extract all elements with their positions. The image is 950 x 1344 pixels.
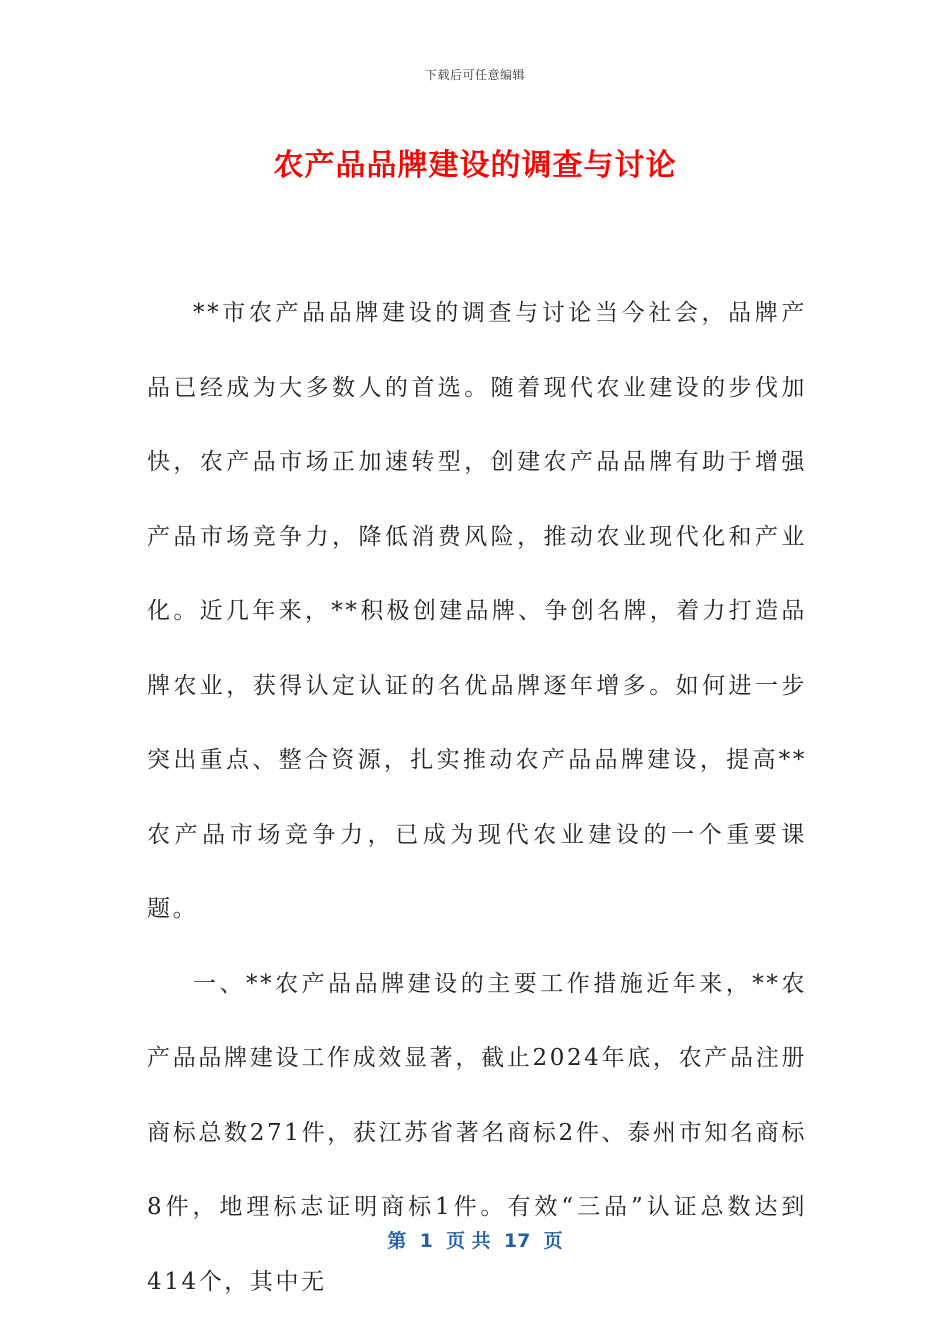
header-note: 下载后可任意编辑 [424,68,525,82]
document-body [147,276,807,1319]
document-title: 农产品品牌建设的调查与讨论 [273,148,677,183]
paragraph-intro: **市农产品品牌建设的调查与讨论当今社会，品牌产品已经成为大多数人的首选。随着现代农业建设的步伐加快，农产品市场正加速转型，创建农产品品牌有助于增强产品市场竞争力，降低消费风险，推动农业现代化和产业化。近几年来，**积极创建品牌、争创名牌，着力打造品牌农业，获得认定认证的名优品牌逐年增多。如何进一步突出重点、整合资源，扎实推动农产品品牌建设，提高**农产品市场竞争力，已成为现代农业建设的一个重要课题。 [147,300,807,922]
paragraph-section-1: 一、**农产品品牌建设的主要工作措施近年来，**农产品品牌建设工作成效显著，截止2024年底，农产品注册商标总数271件，获江苏省著名商标2件、泰州市知名商标8件，地理标志证明商标1件。有效“三品”认证总数达到414个，其中无 [147,970,807,1295]
page-number-footer: 第 1 页 共 17 页 [387,1230,563,1252]
